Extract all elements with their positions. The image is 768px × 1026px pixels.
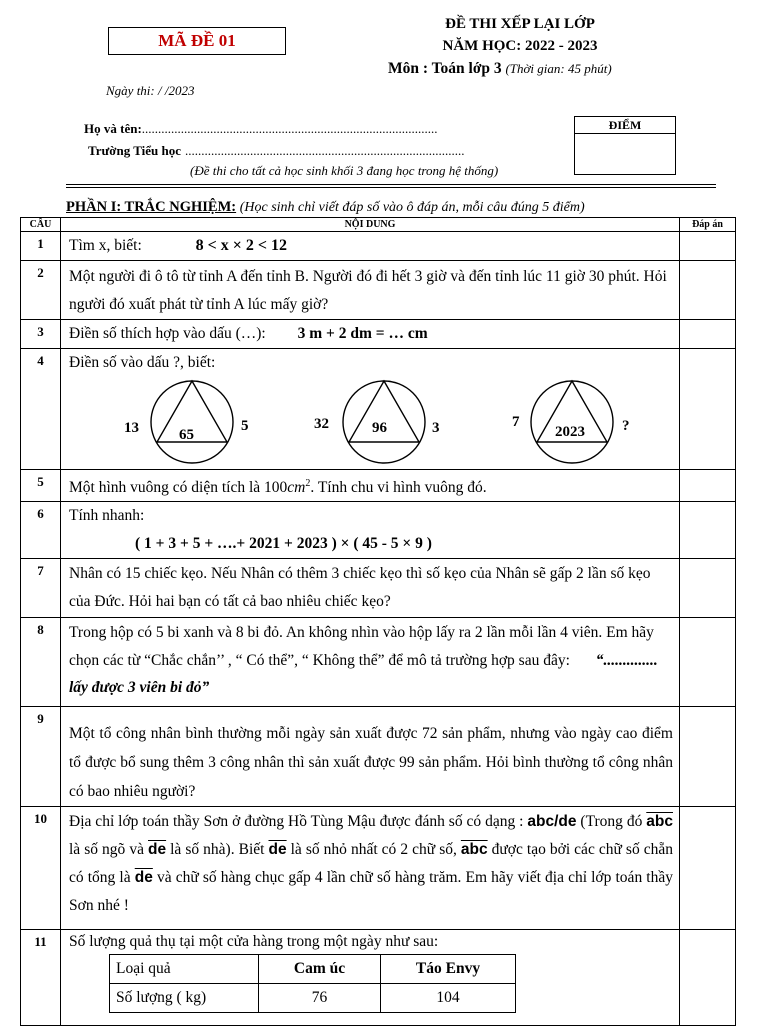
question-text: Điền số vào dấu ?, biết: xyxy=(69,354,216,371)
question-content xyxy=(61,349,680,470)
question-text: là số ngõ và xyxy=(69,841,148,859)
figure-center-number: 96 xyxy=(372,419,387,436)
number-de: $\overline{de}$ xyxy=(268,841,287,859)
question-text: Địa chỉ lớp toán thầy Sơn ở đường Hồ Tùng Mậu được đánh số có dạng : xyxy=(69,813,528,831)
school-field[interactable]: ...................................................................................... xyxy=(185,143,465,158)
question-text: và chữ số hàng chục gấp 4 lần chữ số hàng trăm. Em hãy viết địa chỉ lớp toán thầy Sơn nhé ! xyxy=(69,869,673,915)
fruit-table xyxy=(109,954,516,1013)
divider xyxy=(66,187,716,188)
number-abc: $\overline{abc}$ xyxy=(460,841,488,859)
question-text: là số nhà). Biết xyxy=(166,841,269,859)
figure-center-number: 65 xyxy=(179,426,194,443)
question-text: (Trong đó xyxy=(580,813,647,831)
duration: (Thời gian: 45 phút) xyxy=(505,61,612,76)
question-number: 8 xyxy=(21,618,61,707)
divider xyxy=(66,184,716,185)
question-row xyxy=(21,807,736,930)
unit-exponent: 2 xyxy=(305,477,311,489)
question-table xyxy=(20,217,736,1026)
exam-note: (Đề thi cho tất cả học sinh khối 3 đang học trong hệ thống) xyxy=(190,163,499,178)
question-text: là số nhỏ nhất có 2 chữ số, xyxy=(286,841,461,859)
question-text: được tạo bởi các chữ số chẵn có tổng là xyxy=(69,841,673,887)
question-content xyxy=(61,618,680,707)
question-content: Một tổ công nhân bình thường mỗi ngày sản xuất được 72 sản phẩm, nhưng vào ngày cao điểm tổ được bổ sung thêm 3 công nhân thì sản xuất được 99 sản phẩm. Hỏi bình thường tổ công nhân có bao nhiêu người? xyxy=(61,707,680,807)
figure-center-number: 2023 xyxy=(555,423,585,440)
figure-right-number: 3 xyxy=(432,419,440,436)
fruit-table-cell: Số lượng ( kg) xyxy=(110,984,259,1013)
fruit-table-cell: Cam úc xyxy=(259,955,381,984)
question-text: Trong hộp có 5 bi xanh và 8 bi đỏ. An không nhìn vào hộp lấy ra 2 lần mỗi lần 4 viên. Em hãy chọn các từ “Chắc chắn’’ , “ Có thể”, “ Không thể” để mô tả trường hợp sau đây: xyxy=(69,624,654,669)
fruit-table-header xyxy=(110,955,516,984)
answer-cell[interactable] xyxy=(680,349,736,470)
subject-line xyxy=(388,60,612,78)
question-text: Tìm x, biết: xyxy=(69,237,142,254)
fruit-table-cell: Loại quả xyxy=(110,955,259,984)
question-number: 2 xyxy=(21,261,61,320)
question-expression: 8 < x × 2 < 12 xyxy=(195,237,287,254)
exam-date: Ngày thi: / /2023 xyxy=(106,83,195,98)
question-row xyxy=(21,261,736,320)
question-content: Một người đi ô tô từ tỉnh A đến tỉnh B. Người đó đi hết 3 giờ và đến tỉnh lúc 11 giờ 30 phút. Hỏi người đó xuất phát từ tỉnh A lúc mấy giờ? xyxy=(61,261,680,320)
answer-cell[interactable] xyxy=(680,320,736,349)
figure-unknown: ? xyxy=(622,417,630,434)
question-content xyxy=(61,807,680,930)
answer-cell[interactable] xyxy=(680,469,736,502)
question-text: Số lượng quả thụ tại một cửa hàng trong một ngày như sau: xyxy=(69,933,439,951)
col-content-header: NỘI DUNG xyxy=(61,218,680,232)
question-text: Điền số thích hợp vào dấu (…): xyxy=(69,325,266,342)
question-content xyxy=(61,930,680,1026)
question-quote: “.............. lấy được 3 viên bi đỏ” xyxy=(69,651,658,697)
school-row xyxy=(88,142,465,160)
school-year: NĂM HỌC: 2022 - 2023 xyxy=(442,38,598,54)
part-title: PHẦN I: TRẮC NGHIỆM: xyxy=(66,199,237,215)
question-content: Nhân có 15 chiếc kẹo. Nếu Nhân có thêm 3 chiếc kẹo thì số kẹo của Nhân sẽ gấp 2 lần số kẹo của Đức. Hỏi hai bạn có tất cả bao nhiêu chiếc kẹo? xyxy=(61,559,680,618)
question-text: Một hình vuông có diện tích là 100 xyxy=(69,478,288,496)
area-unit: cm xyxy=(287,478,306,496)
question-number: 3 xyxy=(21,320,61,349)
question-number: 11 xyxy=(21,930,61,1026)
col-question-header: CÂU xyxy=(21,218,61,232)
fruit-table-cell: Táo Envy xyxy=(381,955,516,984)
question-row xyxy=(21,232,736,261)
name-row xyxy=(84,120,438,138)
part-instruction: (Học sinh chỉ viết đáp số vào ô đáp án, mỗi câu đúng 5 điểm) xyxy=(239,200,585,215)
question-text: . Tính chu vi hình vuông đó. xyxy=(310,478,487,496)
exam-title: ĐỀ THI XẾP LẠI LỚP xyxy=(445,16,595,32)
fruit-table-cell: 76 xyxy=(259,984,381,1013)
question-expression: ( 1 + 3 + 5 + ….+ 2021 + 2023 ) × ( 45 - 5 × 9 ) xyxy=(135,534,432,552)
score-box xyxy=(574,116,676,175)
question-text: Tính nhanh: xyxy=(69,507,145,525)
name-label: Họ và tên: xyxy=(84,121,142,136)
fruit-table-cell: 104 xyxy=(381,984,516,1013)
question-number: 4 xyxy=(21,349,61,470)
part-heading xyxy=(66,199,585,216)
question-content xyxy=(61,469,680,502)
figure-left-number: 13 xyxy=(124,419,139,436)
table-header xyxy=(21,218,736,232)
question-row xyxy=(21,618,736,707)
question-number: 6 xyxy=(21,502,61,559)
number-de: $\overline{de}$ xyxy=(148,841,167,859)
question-row xyxy=(21,320,736,349)
question-row xyxy=(21,469,736,502)
answer-cell[interactable] xyxy=(680,232,736,261)
answer-cell[interactable] xyxy=(680,559,736,618)
question-content xyxy=(61,232,680,261)
question-expression: 3 m + 2 dm = … cm xyxy=(297,325,428,342)
question-row xyxy=(21,349,736,470)
score-label: ĐIỂM xyxy=(575,117,675,134)
question-content xyxy=(61,502,680,559)
question-row xyxy=(21,707,736,807)
address-form: abc/de xyxy=(527,813,577,831)
question-content xyxy=(61,320,680,349)
answer-cell[interactable] xyxy=(680,807,736,930)
circle-figures xyxy=(69,377,673,469)
answer-cell[interactable] xyxy=(680,618,736,707)
question-number: 7 xyxy=(21,559,61,618)
figure-left-number: 32 xyxy=(314,415,329,432)
school-label: Trường Tiểu học xyxy=(88,143,182,158)
subject-name: Môn : Toán lớp 3 xyxy=(388,60,502,77)
question-row xyxy=(21,559,736,618)
question-row xyxy=(21,502,736,559)
answer-cell[interactable] xyxy=(680,502,736,559)
name-field[interactable]: ........................................................................................... xyxy=(141,121,438,136)
exam-code-box: MÃ ĐỀ 01 xyxy=(108,27,286,55)
figure-right-number: 5 xyxy=(241,417,249,434)
answer-cell[interactable] xyxy=(680,707,736,807)
number-abc: $\overline{abc}$ xyxy=(646,813,673,831)
question-row xyxy=(21,930,736,1026)
col-answer-header: Đáp án xyxy=(680,218,736,232)
question-number: 5 xyxy=(21,469,61,502)
figure-left-number: 7 xyxy=(512,413,520,430)
question-number: 1 xyxy=(21,232,61,261)
fruit-table-row xyxy=(110,984,516,1013)
question-number: 10 xyxy=(21,807,61,930)
question-number: 9 xyxy=(21,707,61,807)
number-de: $\overline{de}$ xyxy=(134,869,153,887)
answer-cell[interactable] xyxy=(680,930,736,1026)
answer-cell[interactable] xyxy=(680,261,736,320)
